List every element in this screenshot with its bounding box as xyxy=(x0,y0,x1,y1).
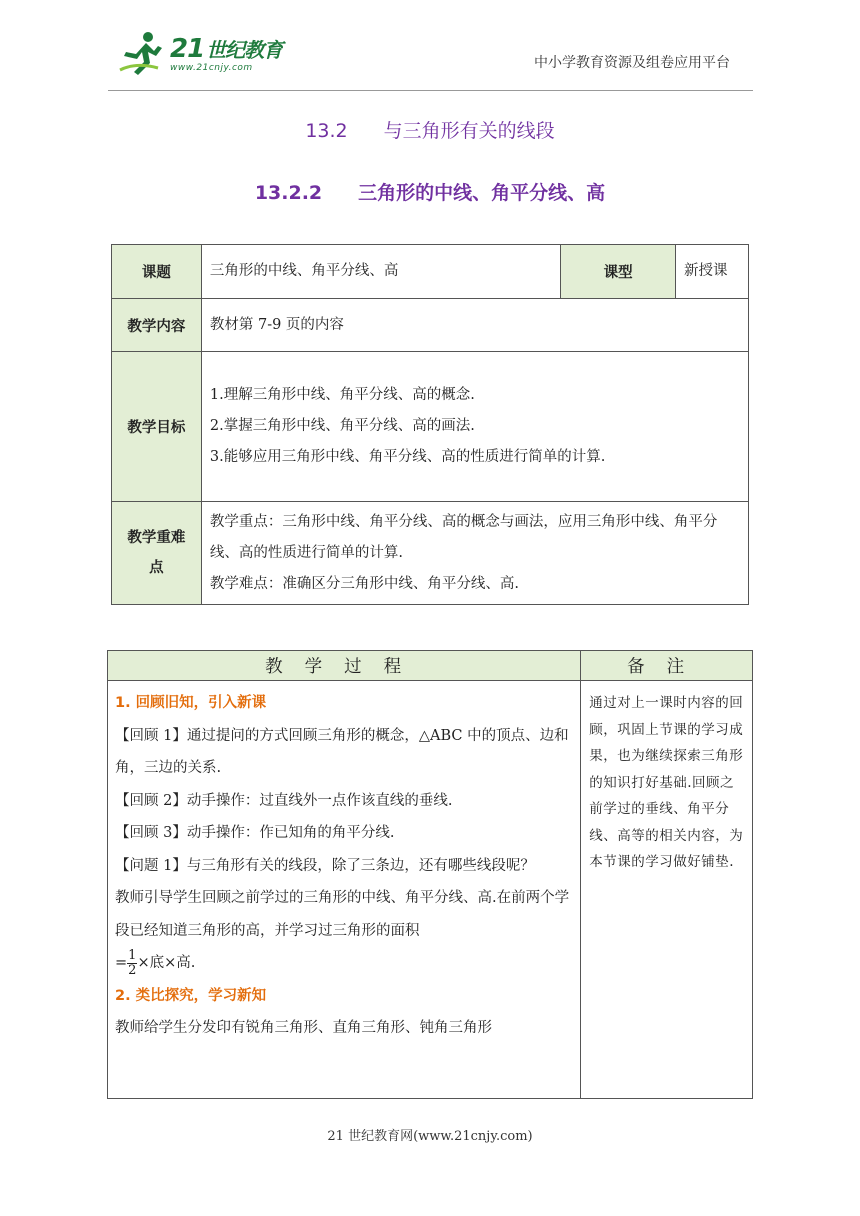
topic-value: 三角形的中线、角平分线、高 xyxy=(201,245,560,299)
notes-header: 备注 xyxy=(581,651,753,681)
review-2: 【回顾 2】动手操作：过直线外一点作该直线的垂线. xyxy=(115,792,453,809)
type-label: 课型 xyxy=(561,245,676,299)
header-divider xyxy=(108,90,753,91)
page-header xyxy=(0,0,860,90)
section-title xyxy=(0,116,860,143)
question-1: 【问题 1】与三角形有关的线段，除了三条边，还有哪些线段呢？ xyxy=(115,857,535,874)
process-text: 教师给学生分发印有锐角三角形、直角三角形、钝角三角形 xyxy=(115,1020,492,1036)
type-value: 新授课 xyxy=(676,245,749,299)
process-content xyxy=(108,681,581,1099)
goal-item: 2.掌握三角形中线、角平分线、高的画法. xyxy=(209,418,475,434)
key-points-label: 教学重难 点 xyxy=(112,502,202,605)
content-value: 教材第 7-9 页的内容 xyxy=(201,299,748,352)
section-heading: 2. 类比探究，学习新知 xyxy=(115,987,267,1004)
logo-url: www.21cnjy.com xyxy=(170,63,253,73)
topic-label: 课题 xyxy=(112,245,202,299)
review-1: 【回顾 1】通过提问的方式回顾三角形的概念，△ABC 中的顶点、边和角，三边的关系. xyxy=(115,727,569,776)
goals-label: 教学目标 xyxy=(112,352,202,502)
goals-list xyxy=(201,352,748,502)
process-header: 教学过程 xyxy=(108,651,581,681)
section-name: 与三角形有关的线段 xyxy=(383,120,555,142)
area-formula: = $\frac{1}{2}$ ×底×高. xyxy=(115,947,196,978)
running-man-icon xyxy=(118,30,168,76)
guide-text: 教师引导学生回顾之前学过的三角形的中线、角平分线、高.在前两个学段已经知道三角形的高，并学习过三角形的面积 xyxy=(115,890,570,939)
lesson-info-table xyxy=(111,244,749,605)
content-label: 教学内容 xyxy=(112,299,202,352)
subsection-name: 三角形的中线、角平分线、高 xyxy=(358,182,606,204)
section-heading: 1. 回顾旧知，引入新课 xyxy=(115,695,267,711)
teaching-process-table xyxy=(107,650,753,1099)
logo-text: 21 世纪教育 xyxy=(170,34,283,64)
fraction: $\frac{1}{2}$ xyxy=(128,947,137,978)
difficulty-point: 教学难点：准确区分三角形中线、角平分线、高. xyxy=(209,575,519,592)
subsection-title xyxy=(0,178,860,205)
page-footer: 21 世纪教育网(www.21cnjy.com) xyxy=(327,1129,533,1144)
goal-item: 1.理解三角形中线、角平分线、高的概念. xyxy=(209,387,475,403)
section-number: 13.2 xyxy=(305,120,348,142)
subsection-number: 13.2.2 xyxy=(254,182,323,204)
platform-name: 中小学教育资源及组卷应用平台 xyxy=(534,55,730,71)
review-3: 【回顾 3】动手操作：作已知角的角平分线. xyxy=(115,825,395,841)
note-content: 通过对上一课时内容的回顾，巩固上节课的学习成果，也为继续探索三角形的知识打好基础.回顾之前学过的垂线、角平分线、高等的相关内容，为本节课的学习做好铺垫. xyxy=(581,681,753,1099)
goal-item: 3.能够应用三角形中线、角平分线、高的性质进行简单的计算. xyxy=(209,449,606,465)
logo xyxy=(118,30,288,76)
key-points xyxy=(201,502,748,605)
key-point: 教学重点：三角形中线、角平分线、高的概念与画法，应用三角形中线、角平分线、高的性质进行简单的计算. xyxy=(209,513,718,561)
